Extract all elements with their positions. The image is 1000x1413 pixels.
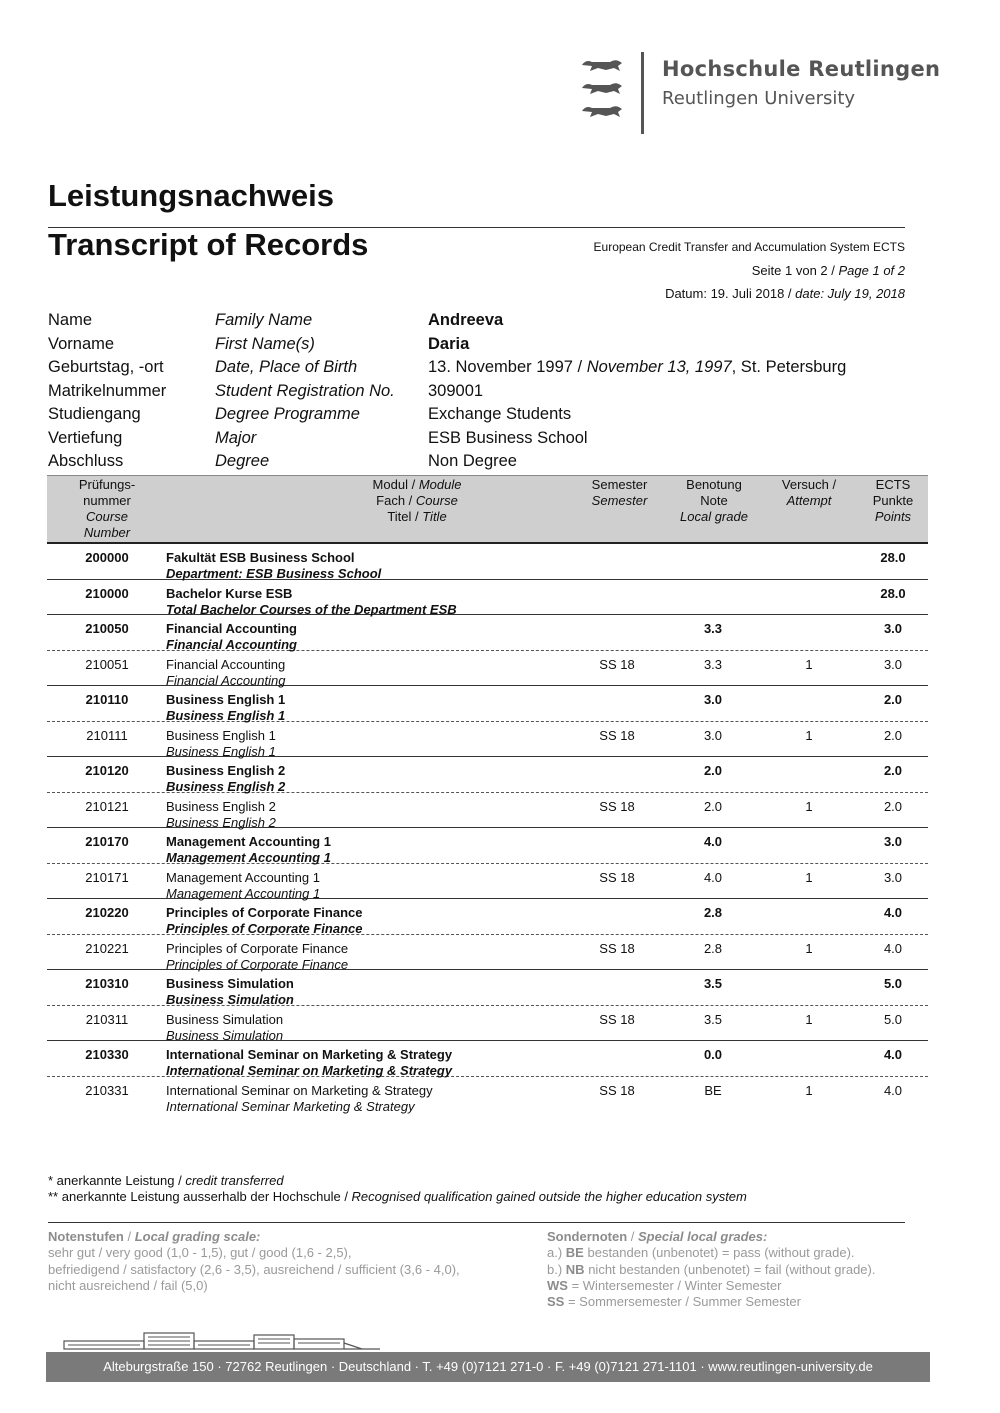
info-label-en: Student Registration No. bbox=[215, 381, 395, 400]
course-title-en: Financial Accounting bbox=[166, 637, 297, 652]
cell-course-title bbox=[166, 870, 320, 902]
course-title-en: Business English 2 bbox=[166, 779, 286, 794]
cell-ects-points: 2.0 bbox=[883, 692, 903, 707]
info-label-en: Family Name bbox=[215, 311, 313, 329]
info-value: Daria bbox=[428, 334, 470, 353]
cell-course-title bbox=[166, 976, 294, 1008]
table-row bbox=[47, 544, 928, 580]
cell-attempt: 1 bbox=[805, 656, 813, 672]
ects-label: European Credit Transfer and Accumulation System ECTS bbox=[593, 240, 905, 254]
cell-course-number: 210170 bbox=[85, 834, 129, 849]
course-title-en: Principles of Corporate Finance bbox=[166, 921, 363, 936]
cell-ects-points: 4.0 bbox=[883, 940, 903, 956]
info-value: 309001 bbox=[428, 381, 484, 400]
table-row bbox=[47, 1041, 928, 1077]
cell-grade: 3.3 bbox=[703, 621, 723, 636]
cell-grade: 3.5 bbox=[703, 1011, 723, 1027]
course-title-de: Business English 1 bbox=[166, 692, 286, 707]
info-value: Andreeva bbox=[428, 311, 504, 329]
course-title-en: Financial Accounting bbox=[166, 672, 286, 688]
course-title-de: Principles of Corporate Finance bbox=[166, 940, 349, 956]
cell-course-number: 210000 bbox=[85, 585, 129, 601]
cell-attempt: 1 bbox=[805, 1082, 813, 1098]
footnote-recognised-qualification: ** anerkannte Leistung ausserhalb der Hochschule / Recognised qualification gained outside the higher education system bbox=[48, 1189, 747, 1204]
cell-attempt: 1 bbox=[805, 1011, 813, 1027]
course-title-en: Total Bachelor Courses of the Department ESB bbox=[166, 601, 457, 617]
cell-ects-points: 4.0 bbox=[883, 1047, 903, 1062]
cell-attempt: 1 bbox=[805, 727, 813, 743]
cell-ects-points: 3.0 bbox=[883, 834, 903, 849]
course-title-de: International Seminar on Marketing & Strategy bbox=[166, 1082, 433, 1098]
course-title-de: Fakultät ESB Business School bbox=[166, 550, 355, 565]
cell-semester: SS 18 bbox=[599, 798, 635, 814]
student-info bbox=[48, 309, 908, 474]
cell-ects-points: 2.0 bbox=[883, 763, 903, 778]
info-row bbox=[48, 356, 908, 380]
cell-grade: 4.0 bbox=[703, 869, 723, 885]
cell-grade: 2.0 bbox=[703, 798, 723, 814]
info-row bbox=[48, 309, 908, 333]
cell-ects-points: 3.0 bbox=[883, 869, 903, 885]
info-label-de: Matrikelnummer bbox=[48, 381, 167, 400]
table-row bbox=[47, 793, 928, 829]
cell-course-number: 210331 bbox=[85, 1082, 129, 1098]
cell-grade: 2.8 bbox=[703, 905, 723, 920]
cell-course-title bbox=[166, 799, 276, 831]
cell-course-title bbox=[166, 657, 285, 689]
course-title-de: Management Accounting 1 bbox=[166, 834, 331, 849]
lions-coat-of-arms-logo bbox=[580, 55, 625, 125]
info-row bbox=[48, 380, 908, 404]
table-header bbox=[47, 475, 928, 542]
course-title-de: Business English 2 bbox=[166, 798, 276, 814]
logo-divider bbox=[641, 52, 644, 134]
info-label-de: Geburtstag, -ort bbox=[48, 358, 164, 376]
course-title-en: Department: ESB Business School bbox=[166, 566, 382, 581]
cell-course-title bbox=[166, 941, 348, 973]
course-title-de: Financial Accounting bbox=[166, 656, 286, 672]
course-title-en: Business English 1 bbox=[166, 708, 286, 723]
cell-course-number: 210110 bbox=[85, 692, 129, 707]
cell-course-number: 210221 bbox=[85, 940, 129, 956]
header-attempt: Versuch / Attempt bbox=[781, 477, 837, 508]
course-title-de: Business Simulation bbox=[166, 976, 294, 991]
cell-grade: 2.0 bbox=[703, 763, 723, 778]
cell-grade: 3.3 bbox=[703, 656, 723, 672]
info-row bbox=[48, 403, 908, 427]
cell-course-number: 210220 bbox=[85, 905, 129, 920]
cell-course-number: 200000 bbox=[85, 550, 129, 565]
table-body bbox=[47, 544, 928, 1112]
table-row bbox=[47, 615, 928, 651]
cell-course-title bbox=[166, 834, 331, 866]
info-value: Non Degree bbox=[428, 452, 517, 470]
info-row bbox=[48, 427, 908, 451]
cell-course-number: 210121 bbox=[85, 798, 129, 814]
table-row bbox=[47, 935, 928, 971]
course-title-en: Business Simulation bbox=[166, 992, 294, 1007]
cell-ects-points: 2.0 bbox=[883, 798, 903, 814]
cell-grade: BE bbox=[704, 1082, 722, 1098]
cell-semester: SS 18 bbox=[599, 656, 635, 672]
cell-course-number: 210311 bbox=[85, 1011, 129, 1027]
table-row bbox=[47, 651, 928, 687]
header-grade: Benotung Note Local grade bbox=[680, 477, 748, 524]
cell-ects-points: 5.0 bbox=[883, 976, 903, 991]
header-points: ECTS Punkte Points bbox=[872, 477, 914, 524]
info-label-en: Major bbox=[215, 428, 257, 447]
cell-ects-points: 4.0 bbox=[883, 905, 903, 920]
cell-attempt: 1 bbox=[805, 798, 813, 814]
cell-ects-points: 4.0 bbox=[883, 1082, 903, 1098]
cell-course-number: 210111 bbox=[86, 727, 128, 743]
cell-semester: SS 18 bbox=[599, 940, 635, 956]
course-title-en: International Seminar Marketing & Strategy bbox=[166, 1098, 415, 1114]
course-title-de: International Seminar on Marketing & Strategy bbox=[166, 1047, 453, 1062]
course-title-en: Management Accounting 1 bbox=[166, 850, 331, 865]
cell-course-title bbox=[166, 1083, 433, 1115]
cell-grade: 3.5 bbox=[703, 976, 723, 991]
page-title-de: Leistungsnachweis bbox=[48, 178, 334, 213]
cell-course-title bbox=[166, 692, 285, 724]
special-grade-item: a.) BE bestanden (unbenotet) = pass (without grade). bbox=[547, 1245, 855, 1261]
cell-ects-points: 28.0 bbox=[880, 585, 906, 601]
university-name-en: Reutlingen University bbox=[662, 88, 856, 109]
table-row bbox=[47, 686, 928, 722]
cell-ects-points: 28.0 bbox=[880, 550, 906, 565]
cell-course-title bbox=[166, 1012, 283, 1044]
info-value: 13. November 1997 / November 13, 1997, St. Petersburg bbox=[428, 358, 847, 376]
cell-grade: 0.0 bbox=[703, 1047, 723, 1062]
cell-course-title bbox=[166, 550, 381, 582]
table-row bbox=[47, 864, 928, 900]
cell-attempt: 1 bbox=[805, 869, 813, 885]
cell-course-number: 210051 bbox=[85, 656, 129, 672]
cell-course-title bbox=[166, 586, 457, 618]
info-label-de: Name bbox=[48, 311, 93, 329]
info-label-de: Vertiefung bbox=[48, 428, 123, 447]
cell-ects-points: 5.0 bbox=[883, 1011, 903, 1027]
footnote-divider bbox=[48, 1222, 905, 1223]
records-table bbox=[47, 475, 928, 1112]
cell-course-title bbox=[166, 1047, 452, 1079]
grading-scale: Notenstufen / Local grading scale: sehr gut / very good (1,0 - 1,5), gut / good (1,6 - 2,5), befriedigend / satisfactory (2,6 - 3,5), ausreichend / sufficient (3,6 - 4,0), nicht ausreichend / fail (5,0) bbox=[48, 1229, 460, 1293]
info-value: Exchange Students bbox=[428, 405, 572, 423]
cell-course-title bbox=[166, 905, 363, 937]
course-title-de: Business English 2 bbox=[166, 763, 286, 778]
table-row bbox=[47, 722, 928, 758]
university-name-de: Hochschule Reutlingen bbox=[662, 57, 941, 81]
cell-course-number: 210171 bbox=[85, 869, 129, 885]
cell-ects-points: 2.0 bbox=[883, 727, 903, 743]
footnote-credit-transferred: * anerkannte Leistung / credit transferred bbox=[48, 1173, 284, 1188]
cell-semester: SS 18 bbox=[599, 869, 635, 885]
cell-course-number: 210050 bbox=[85, 621, 129, 636]
course-title-en: Management Accounting 1 bbox=[166, 885, 321, 901]
cell-course-title bbox=[166, 763, 285, 795]
cell-grade: 3.0 bbox=[703, 692, 723, 707]
info-label-en: Degree bbox=[215, 452, 270, 470]
document-date: Datum: 19. Juli 2018 / date: July 19, 2018 bbox=[665, 286, 905, 301]
cell-course-number: 210310 bbox=[85, 976, 129, 991]
cell-grade: 3.0 bbox=[703, 727, 723, 743]
cell-ects-points: 3.0 bbox=[883, 621, 903, 636]
cell-semester: SS 18 bbox=[599, 727, 635, 743]
info-label-en: First Name(s) bbox=[215, 334, 315, 353]
info-label-de: Abschluss bbox=[48, 452, 124, 470]
table-row bbox=[47, 828, 928, 864]
cell-grade: 2.8 bbox=[703, 940, 723, 956]
cell-semester: SS 18 bbox=[599, 1011, 635, 1027]
info-row bbox=[48, 333, 908, 357]
course-title-en: Business Simulation bbox=[166, 1027, 284, 1043]
cell-grade: 4.0 bbox=[703, 834, 723, 849]
info-label-de: Vorname bbox=[48, 334, 115, 353]
footer-address-bar: Alteburgstraße 150 · 72762 Reutlingen · Deutschland · T. +49 (0)7121 271-0 · F. +49 (0)7121 271-1101 · www.reutlingen-university.de bbox=[46, 1352, 930, 1382]
special-grade-item: WS = Wintersemester / Winter Semester bbox=[547, 1277, 782, 1293]
course-title-de: Management Accounting 1 bbox=[166, 869, 320, 885]
table-row bbox=[47, 757, 928, 793]
table-row bbox=[47, 970, 928, 1006]
info-label-en: Date, Place of Birth bbox=[215, 358, 358, 376]
page-number: Seite 1 von 2 / Page 1 of 2 bbox=[751, 263, 905, 278]
special-grade-item: SS = Sommersemester / Summer Semester bbox=[547, 1294, 801, 1310]
cell-course-number: 210120 bbox=[85, 763, 129, 778]
course-title-en: Principles of Corporate Finance bbox=[166, 956, 349, 972]
course-title-de: Financial Accounting bbox=[166, 621, 297, 636]
course-title-de: Principles of Corporate Finance bbox=[166, 905, 363, 920]
table-row bbox=[47, 899, 928, 935]
table-row bbox=[47, 1006, 928, 1042]
table-row bbox=[47, 1077, 928, 1113]
course-title-de: Business Simulation bbox=[166, 1011, 284, 1027]
header-module: Modul / Module Fach / Course Titel / Title bbox=[372, 477, 462, 524]
course-title-de: Business English 1 bbox=[166, 727, 276, 743]
cell-course-title bbox=[166, 621, 297, 653]
cell-attempt: 1 bbox=[805, 940, 813, 956]
page-title-en: Transcript of Records bbox=[48, 227, 369, 262]
course-title-en: International Seminar on Marketing & Strategy bbox=[166, 1063, 453, 1078]
special-grade-item: b.) NB nicht bestanden (unbenotet) = fail (without grade). bbox=[547, 1261, 876, 1277]
info-label-de: Studiengang bbox=[48, 405, 141, 423]
course-title-en: Business English 1 bbox=[166, 743, 276, 759]
course-title-de: Bachelor Kurse ESB bbox=[166, 585, 293, 601]
cell-course-number: 210330 bbox=[85, 1047, 129, 1062]
header-semester: Semester Semester bbox=[591, 477, 648, 508]
info-value: ESB Business School bbox=[428, 428, 588, 447]
table-row bbox=[47, 580, 928, 616]
cell-course-title bbox=[166, 728, 276, 760]
cell-semester: SS 18 bbox=[599, 1082, 635, 1098]
cell-ects-points: 3.0 bbox=[883, 656, 903, 672]
info-label-en: Degree Programme bbox=[215, 405, 360, 423]
info-row bbox=[48, 450, 908, 474]
campus-skyline-illustration bbox=[62, 1327, 382, 1351]
special-grades: Sondernoten / Special local grades: a.) BE bestanden (unbenotet) = pass (without grade). b.) NB nicht bestanden (unbenotet) = fail (without grade). WS = Wintersemester / Winter Semester SS = Sommersemester / Summer Semester bbox=[547, 1229, 876, 1310]
header-course-number: Prüfungs- nummer Course Number bbox=[78, 477, 136, 540]
course-title-en: Business English 2 bbox=[166, 814, 276, 830]
